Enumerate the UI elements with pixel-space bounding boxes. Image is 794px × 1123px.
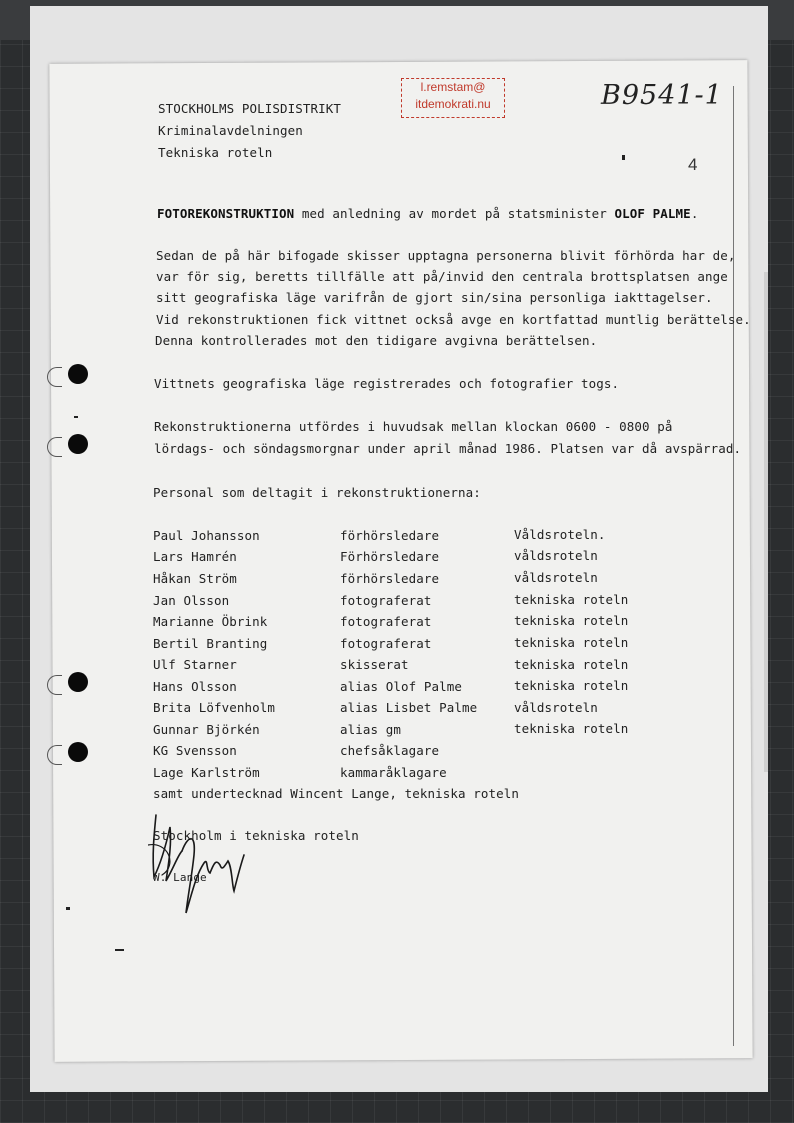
section-heading: Tekniska roteln — [158, 145, 273, 160]
punch-hole — [68, 364, 88, 384]
document-title — [157, 206, 698, 221]
personnel-name: Marianne Öbrink — [153, 614, 268, 629]
paragraph-line: var för sig, beretts tillfälle att på/invid den centrala brottsplatsen ange — [156, 269, 728, 284]
page-edge-line — [733, 86, 734, 1046]
personnel-role: alias Olof Palme — [340, 679, 463, 694]
punch-hole — [68, 434, 88, 454]
ink-speck — [74, 416, 78, 418]
punch-hole — [68, 742, 88, 762]
signer-name: W. Lange — [153, 871, 207, 884]
page-number: 4 — [688, 155, 698, 174]
personnel-role: skisserat — [340, 657, 409, 672]
personnel-unit: tekniska roteln — [514, 721, 629, 736]
paragraph-line: Personal som deltagit i rekonstruktionerna: — [153, 485, 481, 500]
personnel-name: Brita Löfvenholm — [153, 700, 276, 715]
stamp-line-2: itdemokrati.nu — [415, 97, 491, 111]
punch-hole — [68, 672, 88, 692]
personnel-role: alias Lisbet Palme — [340, 700, 478, 715]
ink-speck — [622, 155, 625, 160]
ink-speck — [115, 949, 124, 951]
personnel-role: fotograferat — [340, 614, 432, 629]
district-heading: STOCKHOLMS POLISDISTRIKT — [158, 101, 342, 116]
personnel-unit: tekniska roteln — [514, 678, 629, 693]
paragraph-line: Sedan de på här bifogade skisser upptagna personerna blivit förhörda har de, — [156, 248, 736, 263]
personnel-unit: Våldsroteln. — [514, 527, 606, 542]
personnel-name: KG Svensson — [153, 743, 237, 758]
personnel-unit: tekniska roteln — [514, 635, 629, 650]
personnel-unit: tekniska roteln — [514, 613, 629, 628]
paragraph-line: Vid rekonstruktionen fick vittnet också avge en kortfattad muntlig berättelse. — [156, 312, 751, 327]
personnel-name: Lars Hamrén — [153, 549, 237, 564]
punch-hole-rim — [47, 367, 62, 387]
personnel-role: fotograferat — [340, 593, 432, 608]
personnel-name: Bertil Branting — [153, 636, 268, 651]
paragraph-line: Vittnets geografiska läge registrerades och fotografier togs. — [154, 376, 620, 391]
paragraph-line: Denna kontrollerades mot den tidigare avgivna berättelsen. — [155, 333, 598, 348]
personnel-name: Ulf Starner — [153, 657, 237, 672]
personnel-role: kammaråklagare — [340, 765, 447, 780]
punch-hole-rim — [47, 675, 62, 695]
personnel-role: fotograferat — [340, 636, 432, 651]
paragraph-line: lördags- och söndagsmorgnar under april månad 1986. Platsen var då avspärrad. — [154, 441, 742, 456]
title-end: . — [690, 206, 699, 221]
personnel-name: Hans Olsson — [153, 679, 237, 694]
personnel-name: Håkan Ström — [153, 571, 237, 586]
handwritten-signature — [148, 805, 258, 925]
punch-hole-rim — [47, 437, 62, 457]
personnel-name: Lage Karlström — [153, 765, 260, 780]
paragraph-line: sitt geografiska läge varifrån de gjort sin/sina personliga iakttagelser. — [156, 290, 713, 305]
place-line: Stockholm i tekniska roteln — [153, 828, 359, 843]
personnel-role: chefsåklagare — [340, 743, 440, 758]
personnel-name: Paul Johansson — [153, 528, 260, 543]
paragraph-line: Rekonstruktionerna utfördes i huvudsak mellan klockan 0600 - 0800 på — [154, 419, 673, 434]
personnel-unit: våldsroteln — [514, 570, 598, 585]
title-bold-start: FOTOREKONSTRUKTION — [157, 206, 295, 221]
title-middle: med anledning av mordet på statsminister — [294, 206, 615, 221]
page-strip — [764, 272, 768, 772]
personnel-name: Jan Olsson — [153, 593, 230, 608]
personnel-role: förhörsledare — [340, 571, 440, 586]
ink-speck — [66, 907, 70, 910]
email-stamp — [401, 78, 505, 118]
personnel-role: förhörsledare — [340, 528, 440, 543]
title-bold-end: OLOF PALME — [614, 206, 691, 221]
personnel-unit: tekniska roteln — [514, 657, 629, 672]
division-heading: Kriminalavdelningen — [158, 123, 303, 138]
stamp-line-1: l.remstam@ — [420, 80, 486, 94]
punch-hole-rim — [47, 745, 62, 765]
handwritten-reference: B9541-1 — [601, 80, 723, 111]
personnel-unit: våldsroteln — [514, 700, 598, 715]
personnel-unit: våldsroteln — [514, 548, 598, 563]
closing-line: samt undertecknad Wincent Lange, tekniska roteln — [153, 786, 520, 801]
personnel-role: alias gm — [340, 722, 402, 737]
personnel-name: Gunnar Björkén — [153, 722, 260, 737]
personnel-role: Förhörsledare — [340, 549, 440, 564]
personnel-unit: tekniska roteln — [514, 592, 629, 607]
